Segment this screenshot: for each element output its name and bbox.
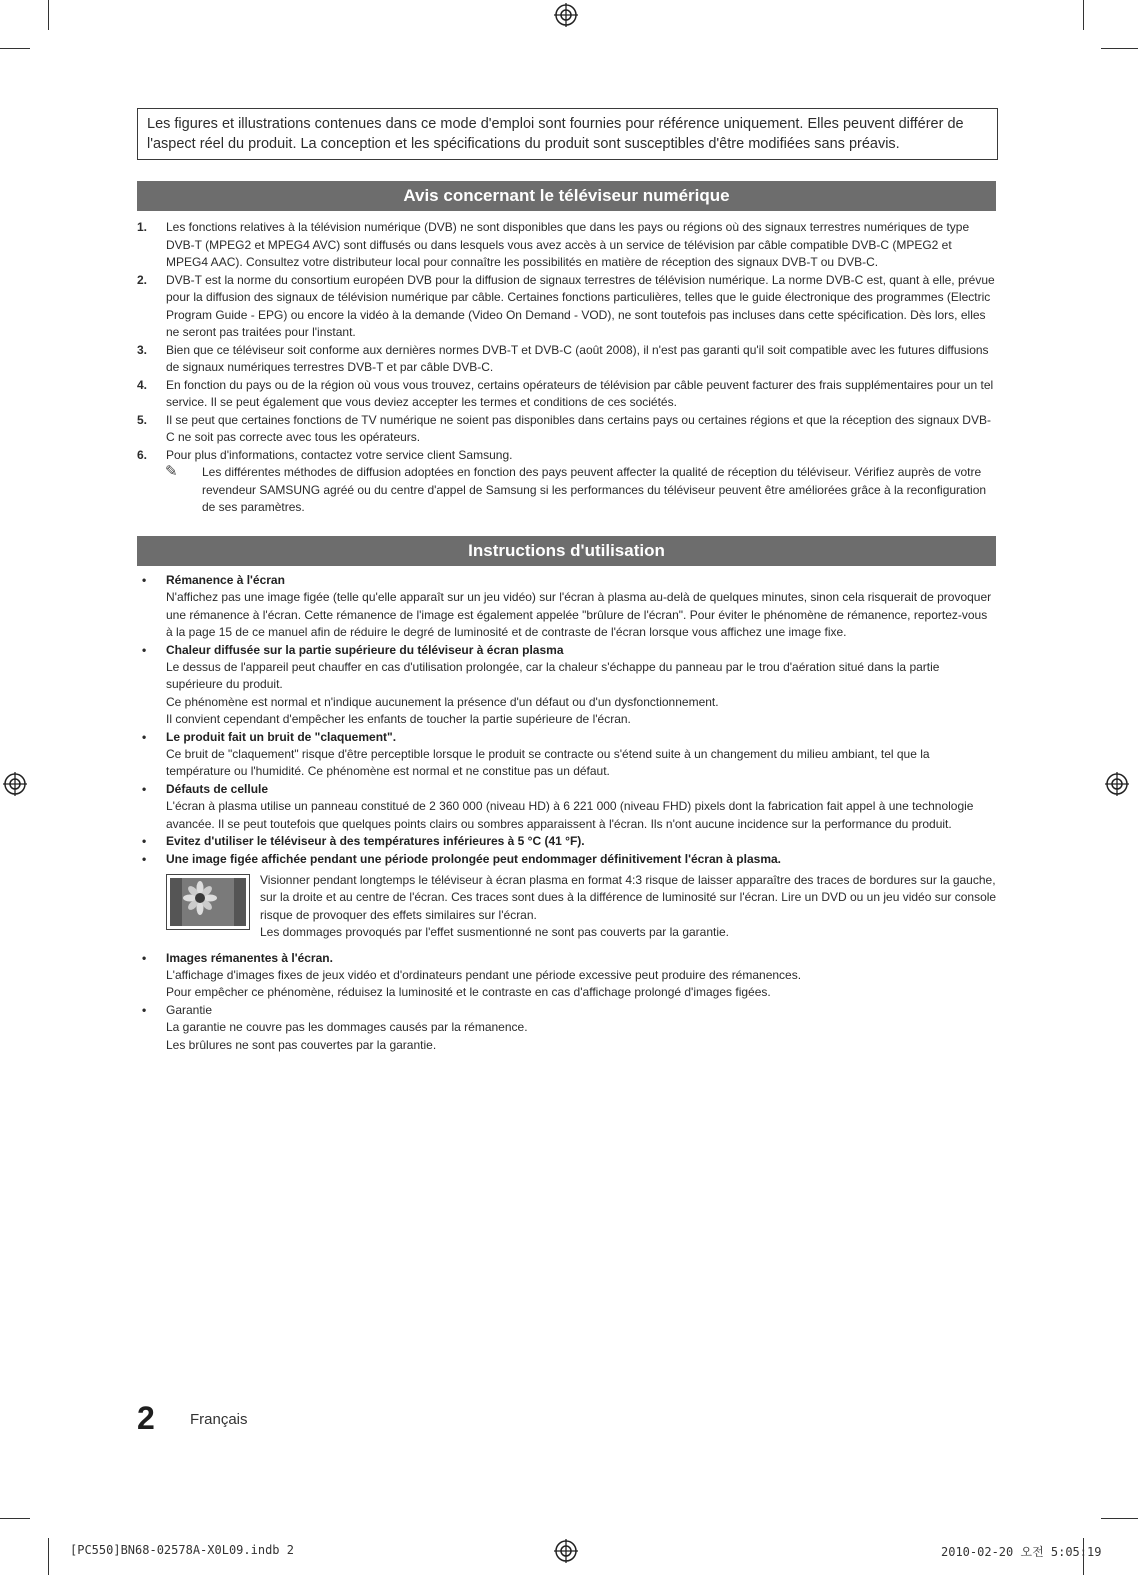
item-title: Images rémanentes à l'écran.	[166, 950, 333, 965]
bullet-icon: •	[142, 642, 147, 657]
print-timestamp: 2010-02-20 오전 5:05:19	[941, 1545, 1102, 1559]
item-text: Les dommages provoqués par l'effet susmentionné ne sont pas couverts par la garantie.	[260, 925, 730, 940]
item-number: 3.	[137, 342, 148, 357]
crop-mark	[48, 0, 49, 30]
crop-mark	[1101, 48, 1138, 49]
page-language: Français	[190, 1411, 248, 1428]
registration-mark-icon	[554, 1539, 578, 1563]
bullet-icon: •	[142, 950, 147, 965]
list-item	[137, 950, 997, 1002]
item-number: 6.	[137, 447, 148, 462]
item-title: Défauts de cellule	[166, 781, 269, 796]
item-text: Ce phénomène est normal et n'indique aucunement la présence d'un défaut ou d'un dysfonctionnement.	[166, 694, 719, 709]
bullet-icon: •	[142, 573, 147, 587]
list-item	[137, 572, 997, 642]
list-item	[137, 833, 997, 850]
item-text: L'écran à plasma utilise un panneau constitué de 2 360 000 (niveau HD) à 6 221 000 (niveau FHD) pixels dont la fabrication fait appel à une technologie avancée. Il se peut toutefois que quelques points clairs ou sombres apparaissent à l'écran. Ils n'ont aucune incidence sur la performance du produit.	[166, 799, 974, 831]
item-text: Pour plus d'informations, contactez votre service client Samsung.	[166, 447, 513, 462]
list-item	[137, 272, 997, 342]
crop-mark	[1101, 1518, 1138, 1519]
item-title: Garantie	[166, 1002, 213, 1017]
item-text: Visionner pendant longtemps le téléviseur à écran plasma en format 4:3 risque de laisser apparaître des traces de bordures sur la gauche, sur la droite et au centre de l'écran. Ces traces sont dues à la différence de luminosité sur l'écran. Lire un DVD ou un jeu vidéo sur console risque de provoquer des effets similaires sur l'écran.	[260, 872, 997, 922]
page-number: 2	[137, 1400, 155, 1436]
item-title: Rémanence à l'écran	[166, 573, 285, 587]
list-item	[137, 219, 997, 272]
item-title: Le produit fait un bruit de "claquement".	[166, 729, 397, 744]
list-item	[137, 642, 997, 729]
screen-burn-illustration	[166, 874, 250, 930]
pencil-note-icon: ✎	[165, 463, 178, 480]
item-text: En fonction du pays ou de la région où vous vous trouvez, certains opérateurs de télévision par câble peuvent facturer des frais supplémentaires pour un tel service. Il se peut également que vous deviez accepter les termes et conditions de ces sociétés.	[166, 377, 994, 409]
item-number: 4.	[137, 377, 148, 392]
list-item	[137, 342, 997, 377]
item-text: Bien que ce téléviseur soit conforme aux dernières normes DVB-T et DVB-C (août 2008), il n'est pas garanti qu'il soit compatible avec les futures diffusions de signaux numériques terrestres DVB-T et par câble DVB-C.	[166, 342, 989, 374]
item-text: N'affichez pas une image figée (telle qu'elle apparaît sur un jeu vidéo) sur l'écran à plasma au-delà de quelques minutes, sinon cela risquerait de provoquer une rémanence à l'écran. Cette rémanence de l'image est également appelée "brûlure de l'écran". Pour éviter le phénomène de rémanence, reportez-vous à la page 15 de ce manuel afin de réduire le degré de luminosité et de contraste de l'écran lorsque vous affichez une image fixe.	[166, 590, 992, 640]
bullet-icon: •	[142, 834, 147, 849]
item-text: Pour empêcher ce phénomène, réduisez la luminosité et le contraste en cas d'affichage prolongé d'images figées.	[166, 985, 771, 1000]
crop-mark	[48, 1538, 49, 1575]
print-file-name: [PC550]BN68-02578A-X0L09.indb 2	[70, 1543, 294, 1557]
crop-mark	[0, 1518, 30, 1519]
item-text: Il convient cependant d'empêcher les enfants de toucher la partie supérieure de l'écran.	[166, 712, 631, 727]
list-item	[137, 851, 997, 942]
list-item	[137, 1002, 997, 1054]
note-text: Les différentes méthodes de diffusion adoptées en fonction des pays peuvent affecter la qualité de réception du téléviseur. Vérifiez auprès de votre revendeur SAMSUNG agréé ou du centre d'appel de Samsung si les performances du téléviseur peuvent être améliorées grâce à la reconfiguration de ses paramètres.	[202, 465, 987, 514]
item-text: L'affichage d'images fixes de jeux vidéo et d'ordinateurs pendant une période excessive peut produire des rémanences.	[166, 967, 802, 982]
list-item	[137, 447, 997, 465]
item-text: Il se peut que certaines fonctions de TV numérique ne soient pas disponibles dans certains pays ou certaines régions et que la réception des signaux DVB-C ne soit pas correcte avec tous les opérateurs.	[166, 412, 991, 444]
registration-mark-icon	[3, 772, 27, 796]
registration-mark-icon	[1105, 772, 1129, 796]
item-text: Le dessus de l'appareil peut chauffer en cas d'utilisation prolongée, car la chaleur s'échappe du panneau par le trou d'aération situé dans la partie supérieure du produit.	[166, 660, 940, 692]
item-text: Les brûlures ne sont pas couvertes par la garantie.	[166, 1037, 437, 1052]
bullet-icon: •	[142, 729, 147, 744]
item-text: DVB-T est la norme du consortium européen DVB pour la diffusion de signaux terrestres de télévision numérique. La norme DVB-C est, quant à elle, prévue pour la diffusion des signaux de télévision numérique par câble. Certaines fonctions particulières, telles que le guide électronique des programmes (Electric Program Guide - EPG) ou encore la vidéo à la demande (Video On Demand - VOD), ne sont toutefois pas incluses dans cette spécification. Dès lors, elles ne seront pas traitées pour l'instant.	[166, 272, 995, 339]
section-header-instructions: Instructions d'utilisation	[137, 536, 996, 566]
section-header-digital-tv: Avis concernant le téléviseur numérique	[137, 181, 996, 211]
item-number: 5.	[137, 412, 148, 427]
screen-burn-illustration-block	[166, 872, 997, 942]
list-item	[137, 781, 997, 833]
list-item	[137, 729, 997, 781]
item-text: Les fonctions relatives à la télévision numérique (DVB) ne sont disponibles que dans les pays ou régions où des signaux terrestres numériques de type DVB-T (MPEG2 et MPEG4 AVC) sont diffusés ou dans lesquels vous avez accès à un service de télévision par câble compatible DVB-C (MPEG2 et MPEG4 AAC). Consultez votre distributeur local pour connaître les possibilités en matière de réception des signaux DVB-T ou DVB-C.	[166, 220, 970, 269]
crop-mark	[0, 48, 30, 49]
item-text: La garantie ne couvre pas les dommages causés par la rémanence.	[166, 1020, 528, 1035]
disclaimer-box: Les figures et illustrations contenues dans ce mode d'emploi sont fournies pour référence uniquement. Elles peuvent différer de l'aspect réel du produit. La conception et les spécifications du produit sont susceptibles d'être modifiées sans préavis.	[137, 108, 998, 160]
bullet-icon: •	[142, 851, 147, 866]
crop-mark	[1083, 0, 1084, 30]
digital-tv-notice-list	[137, 219, 997, 517]
bullet-icon: •	[142, 781, 147, 796]
note	[137, 464, 997, 517]
item-text: Ce bruit de "claquement" risque d'être perceptible lorsque le produit se contracte ou s'étend suite à un changement du milieu ambiant, tel que la température ou l'humidité. Ce phénomène est normal et ne constitue pas un défaut.	[166, 747, 930, 779]
item-number: 1.	[137, 220, 148, 234]
instructions-list	[137, 572, 997, 1054]
bullet-icon: •	[142, 1002, 147, 1017]
list-item	[137, 377, 997, 412]
item-title: Une image figée affichée pendant une période prolongée peut endommager définitivement l'écran à plasma.	[166, 851, 781, 866]
item-number: 2.	[137, 272, 148, 287]
registration-mark-icon	[554, 3, 578, 27]
item-title: Chaleur diffusée sur la partie supérieure du téléviseur à écran plasma	[166, 642, 564, 657]
list-item	[137, 412, 997, 447]
item-title: Evitez d'utiliser le téléviseur à des températures inférieures à 5 °C (41 °F).	[166, 834, 585, 849]
